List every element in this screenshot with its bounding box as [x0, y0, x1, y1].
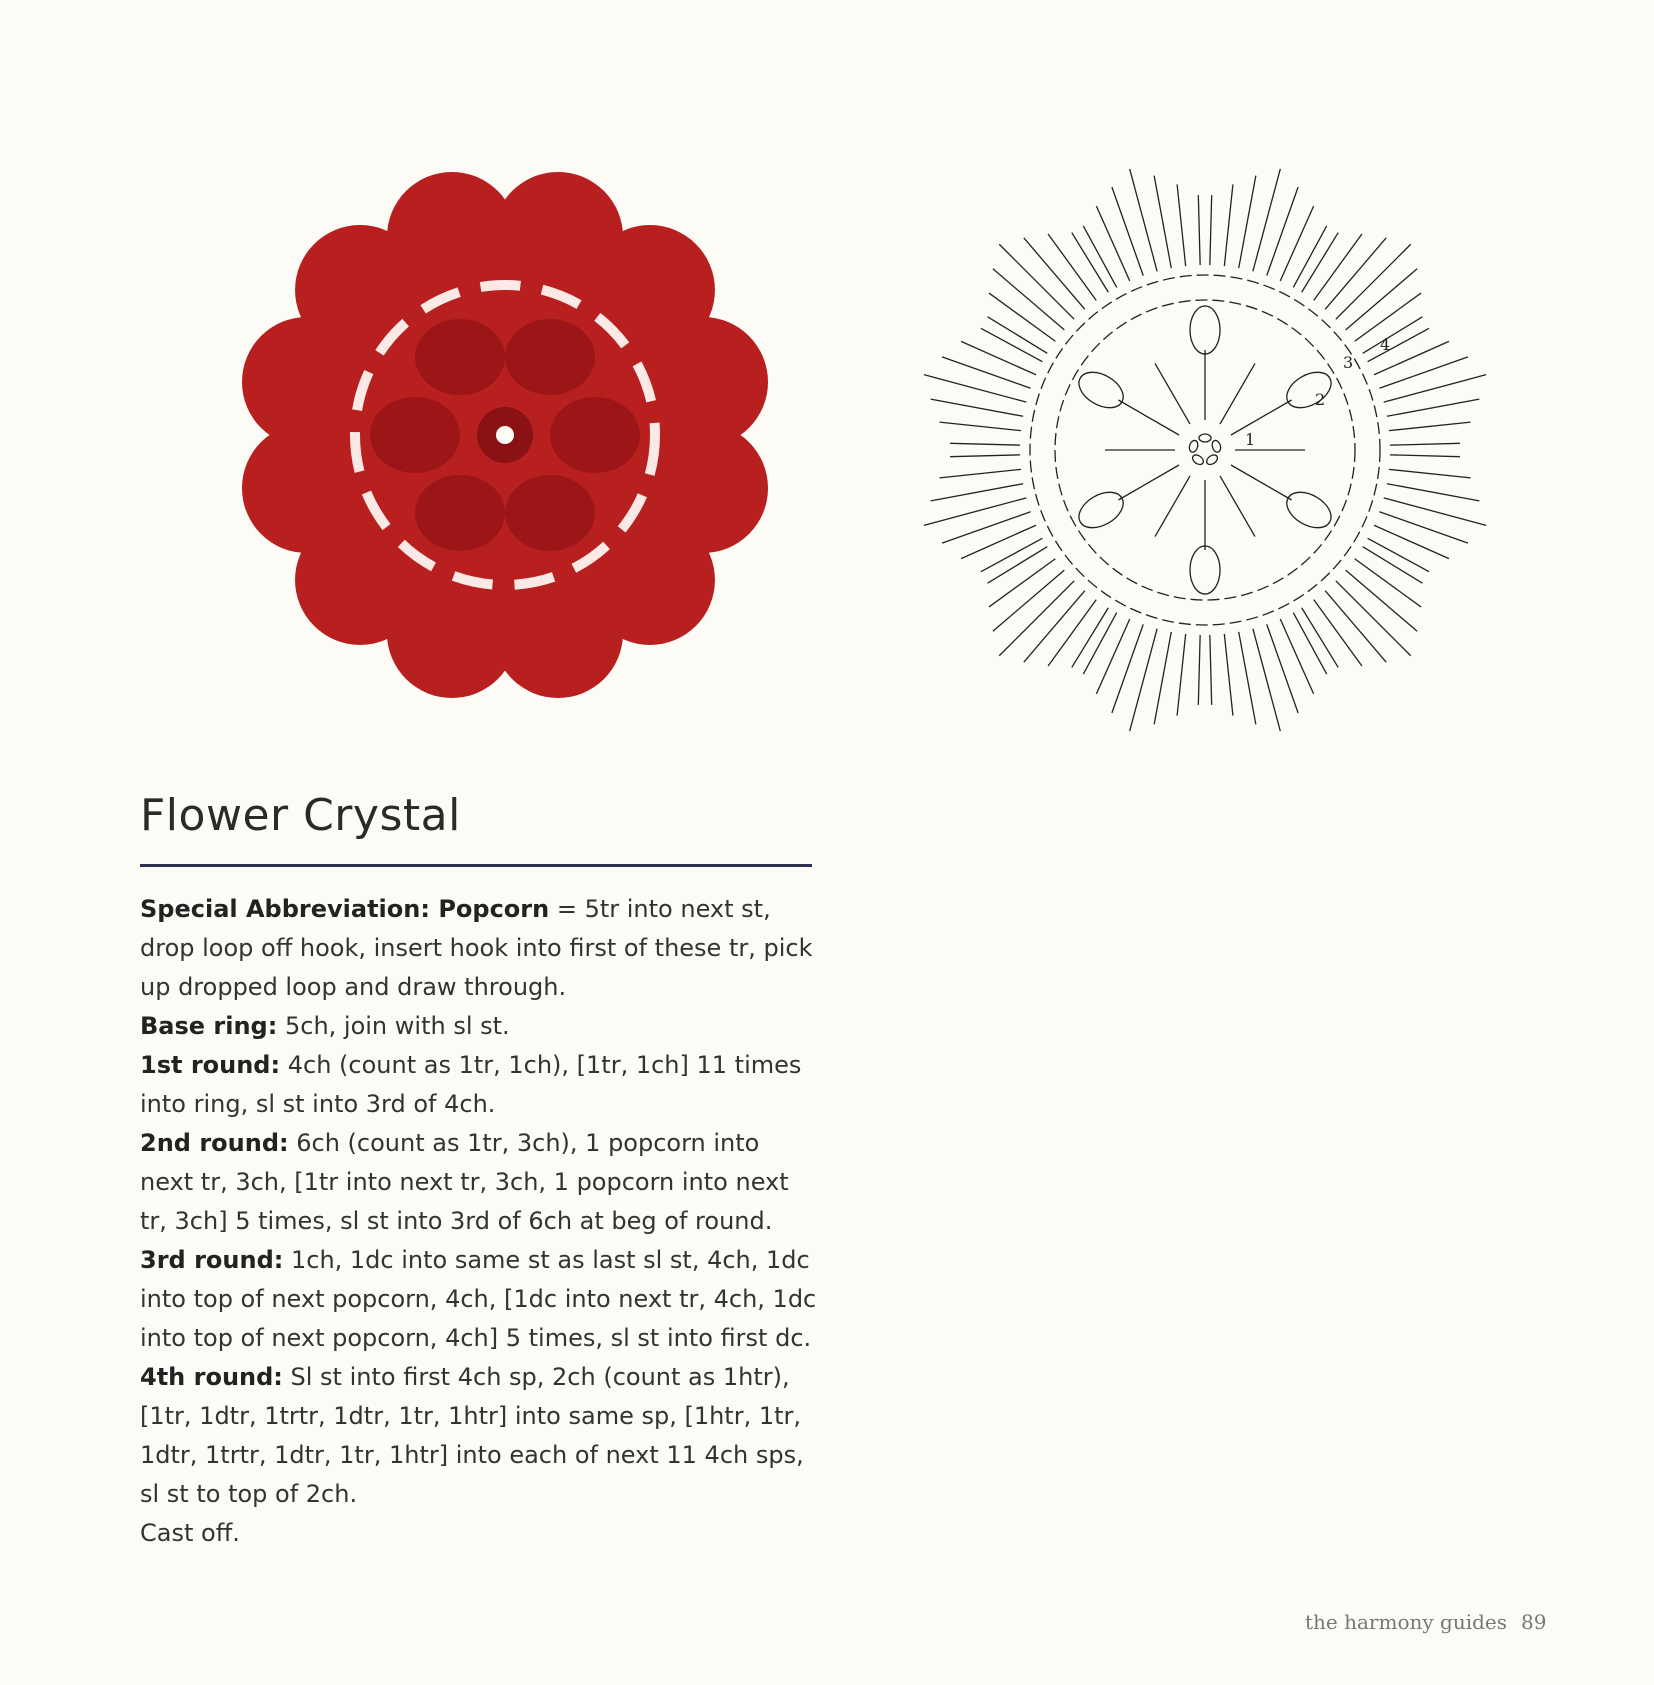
- instruction-label: 2nd round:: [140, 1129, 289, 1157]
- instruction-special: [140, 890, 820, 1007]
- instruction-text: 6ch (count as 1tr, 3ch), 1 popcorn into next tr, 3ch, [1tr into next tr, 3ch, 1 popcorn into next tr, 3ch] 5 times, sl st into 3rd of 6ch at beg of round.: [140, 1129, 789, 1235]
- instruction-round-4: [140, 1358, 820, 1514]
- title-rule: [140, 864, 812, 867]
- round-label-1: 1: [1245, 430, 1256, 449]
- instruction-label: 4th round:: [140, 1363, 283, 1391]
- instruction-text: 1ch, 1dc into same st as last sl st, 4ch, 1dc into top of next popcorn, 4ch, [1dc into next tr, 4ch, 1dc into top of next popcorn, 4ch] 5 times, sl st into first dc.: [140, 1246, 817, 1352]
- instruction-round-3: [140, 1241, 820, 1358]
- instruction-text: = 5tr into next st, drop loop off hook, insert hook into first of these tr, pick up dropped loop and draw through.: [140, 895, 813, 1001]
- page-footer: [1305, 1610, 1546, 1634]
- round-label-3: 3: [1343, 353, 1354, 372]
- instruction-text: 4ch (count as 1tr, 1ch), [1tr, 1ch] 11 times into ring, sl st into 3rd of 4ch.: [140, 1051, 802, 1118]
- instruction-text: Sl st into first 4ch sp, 2ch (count as 1htr), [1tr, 1dtr, 1trtr, 1dtr, 1tr, 1htr] into same sp, [1htr, 1tr, 1dtr, 1trtr, 1dtr, 1tr, 1htr] into each of next 11 4ch sps, sl st to top of 2ch.: [140, 1363, 804, 1508]
- instruction-text: 5ch, join with sl st.: [277, 1012, 510, 1040]
- round-label-4: 4: [1380, 335, 1391, 354]
- instruction-text: Cast off.: [140, 1519, 240, 1547]
- instruction-round-2: [140, 1124, 820, 1241]
- instruction-cast-off: [140, 1514, 820, 1553]
- instruction-round-1: [140, 1046, 820, 1124]
- guide-name: the harmony guides: [1305, 1610, 1508, 1634]
- instruction-label: 1st round:: [140, 1051, 281, 1079]
- instruction-label: Base ring:: [140, 1012, 278, 1040]
- page-number: 89: [1521, 1610, 1547, 1634]
- round-label-2: 2: [1315, 390, 1326, 409]
- instruction-base-ring: [140, 1007, 820, 1046]
- crochet-chart-diagram: [905, 150, 1505, 750]
- instructions: [140, 890, 820, 1553]
- pattern-title: Flower Crystal: [140, 790, 461, 841]
- instruction-label: Special Abbreviation: Popcorn: [140, 895, 550, 923]
- crochet-motif-photo: [215, 155, 795, 715]
- instruction-label: 3rd round:: [140, 1246, 284, 1274]
